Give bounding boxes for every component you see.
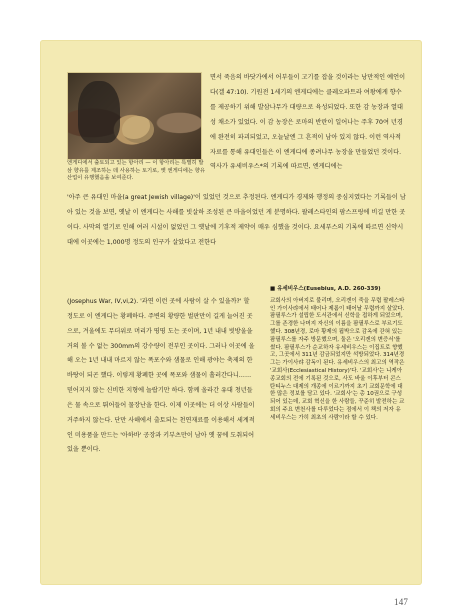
page-number: 147: [394, 597, 409, 607]
sidebar-body-text: 교회사의 아버지로 불리며, 오리겐이 죽을 무렵 팔레스타인 가이사랴에서 태어나 제롬이 태어날 무렵까지 살았다. 팜필루스가 설립한 도서관에서 신학을 접하게 되었으며, 그를 존경한 나머지 자신의 이름을 팜필루스로 부르기도 했다. 308년경, 로마 황제의 핍박으로 감옥에 갇혀 있는 팜필루스를 자주 방문했으며, 둘은 '오리겐의 변증서'를 썼다. 팜필루스가 순교하자 유세비우스는 이집트로 향했고, 그곳에서 311년 감금되었지만 석방되었다. 314년경 그는 가이사랴 감독이 된다. 유세비우스의 최고의 역작은 '교회사(Ecclesiastical History)'다. '교회사'는 니케아 종교회의 전에 기록된 것으로, 사도 바울 이후부터 콘스탄티누스 대제의 개종에 이르기까지 초기 교회문학에 대한 많은 정보를 담고 있다. '교회사'는 총 10권으로 구성되어 있는데, 교회 혁신을 한 사람들, 꾸준히 발전하는 교회의 주요 변천사를 다루었다는 점에서 이 책의 저자 유세비우스는 가히 최초의 사람이라 할 수 있다.: [270, 297, 405, 421]
clay-jar: [122, 116, 154, 143]
archaeologist-figure: [78, 81, 120, 143]
main-lower-text: (Josephus War, IV,vi,2). '과연 이런 곳에 사람이 살 수 있을까?' 할 정도로 이 엔게디는 황폐하다. 주변의 황량한 벌판만이 길게 늘어진 곳으로, 겨울에도 무더위로 머리가 띵띵 도는 곳이며, 1년 내내 빗방울을 거의 볼 수 없는 300mm의 강수량이 전부인 곳이다. 그러나 이곳에 올해 오는 1년 내내 마르지 않는 폭포수와 샘물로 인해 광야는 축제의 한바탕이 되곤 했다. 이렇게 황폐한 곳에 폭포와 샘물이 흘러간다니……믿어지지 않는 신비한 지형에 놀랍기만 하다. 함께 올라간 유대 청년들은 물 속으로 뛰어들어 물장난을 한다. 이제 이곳에는 더 이상 사람들이 거주하지 않는다. 단만 사해에서 출토되는 천연재료를 이용해서 세계적인 미용품을 만드는 '아하바' 공장과 키부츠만이 남아 옛 꿈에 도취되어 있을 뿐이다.: [67, 298, 255, 454]
excavation-photo: [67, 72, 202, 160]
sidebar-title: ■ 유세비우스(Eusebius, A.D. 260-339): [270, 286, 381, 292]
photo-caption: [67, 160, 207, 183]
sidebar-body: [270, 298, 406, 423]
main-column-top: [210, 71, 406, 175]
main-top-text: 면서 죽음의 바닷가에서 어부들이 고기를 잡을 것이라는 낭만적인 예언이다(겔 47:10). 기원전 1세기의 엔게디에는 클레오파트라 여왕에게 향수를 제공하기 위해 발삼나무가 대량으로 육성되었다. 또한 감 농장과 열대성 채소가 있었다. 이 감 농장은 로마의 반란이 일어나는 주후 70여 년경에 완전히 파괴되었고, 오늘날엔 그 흔적이 남아 있지 않다. 이런 역사적 자료를 통해 유대인들은 이 엔게디에 종려나무 농장을 만들었던 것이다. 역사가 유세비우스*의 기록에 따르면, 엔게디에는: [210, 74, 406, 171]
caption-text: 엔게디에서 출토되고 있는 항아리 — 이 항아리는 특별히 발삼 향유를 제조하는 데 사용하는 토기로, 옛 엔게디에는 향유산업이 유행했음을 보여준다.: [67, 160, 205, 181]
sidebar-note: [270, 286, 406, 423]
main-column-wide: [67, 191, 406, 251]
main-wide-text: '아주 큰 유대인 마을(a great Jewish village)'이 있었던 것으로 추정된다. 엔게디가 경제와 행정의 중심지였다는 기록들이 남아 있는 것을 보면, 옛날 이 엔게디는 사해를 빗살하 조성된 큰 마을이었던 게 분명하다. 팔레스타인의 팜스프링에 비길 만한 곳이다. 사막의 열기로 인해 여러 시설이 없었던 그 옛날에 기후적 제약이 매우 심했을 것이다. 요세푸스의 기록에 따르면 신약시대에 이곳에는 1,000명 정도의 인구가 살았다고 전한다: [67, 194, 406, 246]
main-column-lower: [67, 295, 255, 458]
